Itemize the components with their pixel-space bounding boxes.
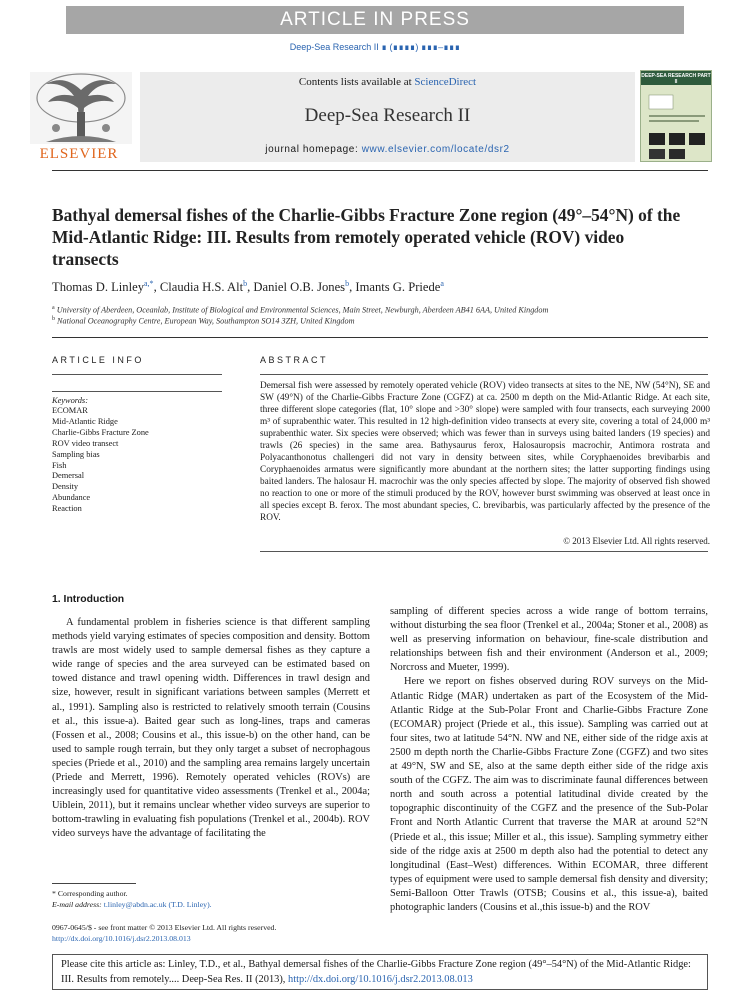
keyword: Charlie-Gibbs Fracture Zone: [52, 427, 149, 437]
issn-line: 0967-0645/$ - see front matter © 2013 Elsevier Ltd. All rights reserved.: [52, 923, 277, 932]
journal-reference[interactable]: Deep-Sea Research II ∎ (∎∎∎∎) ∎∎∎–∎∎∎: [289, 42, 461, 52]
body-column-right: [390, 605, 708, 915]
header-rule: [52, 170, 708, 171]
footnote-rule: [52, 883, 136, 884]
keyword: Mid-Atlantic Ridge: [52, 416, 118, 426]
sciencedirect-link[interactable]: ScienceDirect: [414, 76, 477, 88]
section-heading-introduction: 1. Introduction: [52, 594, 125, 605]
body-column-left: [52, 616, 370, 842]
homepage-link[interactable]: www.elsevier.com/locate/dsr2: [361, 144, 510, 155]
cover-images: [641, 85, 712, 162]
keyword: Density: [52, 482, 79, 492]
keyword-list: [52, 406, 149, 515]
author[interactable]: Thomas D. Linley: [52, 280, 144, 295]
keyword: ECOMAR: [52, 406, 88, 415]
article-title: Bathyal demersal fishes of the Charlie-Gibbs Fracture Zone region (49°–54°N) of the Mid-Atlantic Ridge: III. Results from remotely operated vehicle (ROV) video transects: [52, 205, 681, 269]
affiliation: $^b$ National Oceanography Centre, European Way, Southampton SO14 3ZH, United Kingdom: [52, 316, 355, 326]
keyword: Demersal: [52, 471, 85, 481]
copyright-line: © 2013 Elsevier Ltd. All rights reserved.: [563, 536, 710, 546]
keyword: Abundance: [52, 493, 91, 503]
keywords-label: Keywords:: [52, 396, 88, 405]
front-matter: [52, 922, 276, 944]
article-info-rule: [52, 374, 222, 375]
citation-box: Please cite this article as: Linley, T.D., et al., Bathyal demersal fishes of the Charlie-Gibbs Fracture Zone region (49°–54°N) of the Mid-Atlantic Ridge: III. Results from remotely.... Deep-Sea Res. II (2013), http://dx.doi.org/10.1016/j.dsr2.2013.08.013: [52, 954, 708, 990]
body-paragraph: A fundamental problem in fisheries science is that different sampling methods yield varying estimates of species composition and density. Bottom trawls are most widely used to sample demersal fishes as they capture a wide range of species and the area surveyed can be estimated based on towed distance and trawl opening width. Differences in trawl design and size, however, result in significant variations between samples (Merrett et al., 1991). Sampling also is restricted to relatively smooth terrain (Cousins et al., this issue-a). Baited gear such as long-lines, traps and cameras (Fossen et al., 2008; Cousins et al., this issue-b) on the other hand, can be used to sample rough terrain, but they only target a subset of necrophagous species (Priede et al., 2010) and the sampling area remains largely uncertain (Priede and Merrett, 1996). Remotely operated vehicles (ROVs) are increasingly used for quantitative video assessments (Trenkel et al., 2004a; Uiblein, 2011), but it remains unclear whether video surveys are superior to bottom-trawling in evaluating fish populations (Trenkel et al., 2004b). ROV video surveys have the advantage of facilitating the: [52, 617, 370, 840]
keyword: ROV video transect: [52, 438, 119, 448]
affiliation: $^a$ University of Aberdeen, Oceanlab, Institute of Biological and Environmental Sciences, Main Street, Newburgh, Aberdeen AB41 6AA, United Kingdom: [52, 305, 549, 315]
abstract-heading: ABSTRACT: [260, 355, 329, 365]
footnote: * Corresponding author. E-mail address: t.linley@abdn.ac.uk (T.D. Linley).: [52, 889, 212, 909]
article-info-rule: [52, 391, 222, 392]
author[interactable]: Imants G. Priede: [355, 280, 441, 295]
keyword: Reaction: [52, 504, 82, 514]
keyword: Fish: [52, 460, 67, 470]
keyword: Sampling bias: [52, 449, 100, 459]
article-info-heading: ARTICLE INFO: [52, 355, 144, 365]
journal-cover-thumbnail[interactable]: DEEP-SEA RESEARCH PART II: [640, 70, 712, 162]
doi-link[interactable]: http://dx.doi.org/10.1016/j.dsr2.2013.08.013: [52, 934, 191, 943]
journal-title: Deep-Sea Research II: [304, 105, 471, 126]
author[interactable]: Daniel O.B. Jones: [253, 280, 346, 295]
author[interactable]: Claudia H.S. Alt: [159, 280, 244, 295]
article-in-press-banner: ARTICLE IN PRESS: [66, 6, 684, 34]
corresponding-author: * Corresponding author.: [52, 889, 128, 898]
abstract-end-rule: [260, 551, 708, 552]
abstract-text: Demersal fish were assessed by remotely operated vehicle (ROV) video transects at sites to the NE, NW (54°N), SE and SW (49°N) of the Charlie-Gibbs Fracture Zone (CGFZ) at ca. 2500 m depth on the Mid-Atlantic Ridge. At each site, three different slope categories (flat, 10° slope and >30° slope) were sampled with four transects, each surveying 2000 m³ of suprabenthic water. This resulted in 12 high-definition video transects at every site, covering a total of 24,000 m³ suprabenthic water. Six species were observed; which was fewer than in surveys using baited landers (19 species) and trawls (26 species) in the same area. Bathysaurus ferox, Halosauropsis macrochir, Antimora rostrata and Polyacanthonotus challengeri did not vary in density between sites, while Coryphaenoides brevibarbis and Coryphaenoides armatus were significantly more abundant at the northern sites; the latter supporting findings using baited landers. The halosaur H. macrochir was the only species affected by slope. The majority of observed fish showed no reaction to one or more of the stimuli produced by the ROV, however burst swimming was observed at least once in all species except B. ferox. The most abundant species, C. brevibarbis, was particularly affected by the presence of the ROV.: [260, 381, 710, 523]
body-paragraph: sampling of different species across a wide range of bottom terrains, without disturbing the sea floor (Trenkel et al., 2004a; Stoner et al., 2008) as well as preserving information on behaviour, fine-scale distribution and relationships between fish and their environment (Anderson et al., 2009; Norcross and Mueter, 1999).: [390, 606, 708, 674]
abstract-rule: [260, 374, 708, 375]
email-link[interactable]: t.linley@abdn.ac.uk (T.D. Linley).: [103, 900, 212, 909]
body-paragraph: Here we report on fishes observed during ROV surveys on the Mid-Atlantic Ridge (MAR) undertaken as part of the Ecosystem of the Mid-Atlantic Ridge at the Sub-Polar Front and Charlie-Gibbs Fracture Zone (ECOMAR) project (Priede et al., this issue). Sampling was carried out at four sites, two at latitude 54°N. NW and NE, either side of the ridge axis at 2500 m depth north the Charlie-Gibbs Fracture Zone (CGFZ) and two sites at 49°N, SW and SE, also at the same depth either side of the ridge axis south of the CGFZ. The aim was to discriminate faunal differences between north and south across a potential latitudinal divide created by the topographic discontinuity of the CGFZ and the presence of the Sub-Polar Front and North Atlantic Current that traverse the MAR at around 52°N (Priede et al., this issue; Miller et al., this issue). Sampling symmetry either side of the ridge axis at 2500 m depth also had the potential to detect any longitudinal (East–West) differences. Within ECOMAR, three different types of equipment were used to sample demersal fish density and diversity; Semi-Balloon Otter Trawls (OTSB; Cousins et al., this issue-a), baited photographic landers (Cousins et al.,this issue-b) and the ROV: [390, 676, 708, 913]
divider-rule: [52, 337, 708, 338]
elsevier-wordmark: ELSEVIER: [39, 146, 119, 162]
citation-doi-link[interactable]: http://dx.doi.org/10.1016/j.dsr2.2013.08.013: [288, 974, 473, 985]
journal-header: [140, 72, 635, 162]
author-list: Thomas D. Linley$^{a,*}$, Claudia H.S. Alt$^b$, Daniel O.B. Jones$^b$, Imants G. Priede$^a$: [52, 279, 444, 295]
journal-homepage: journal homepage: www.elsevier.com/locate/dsr2: [265, 144, 510, 155]
contents-line: Contents lists available at ScienceDirect: [298, 76, 477, 88]
